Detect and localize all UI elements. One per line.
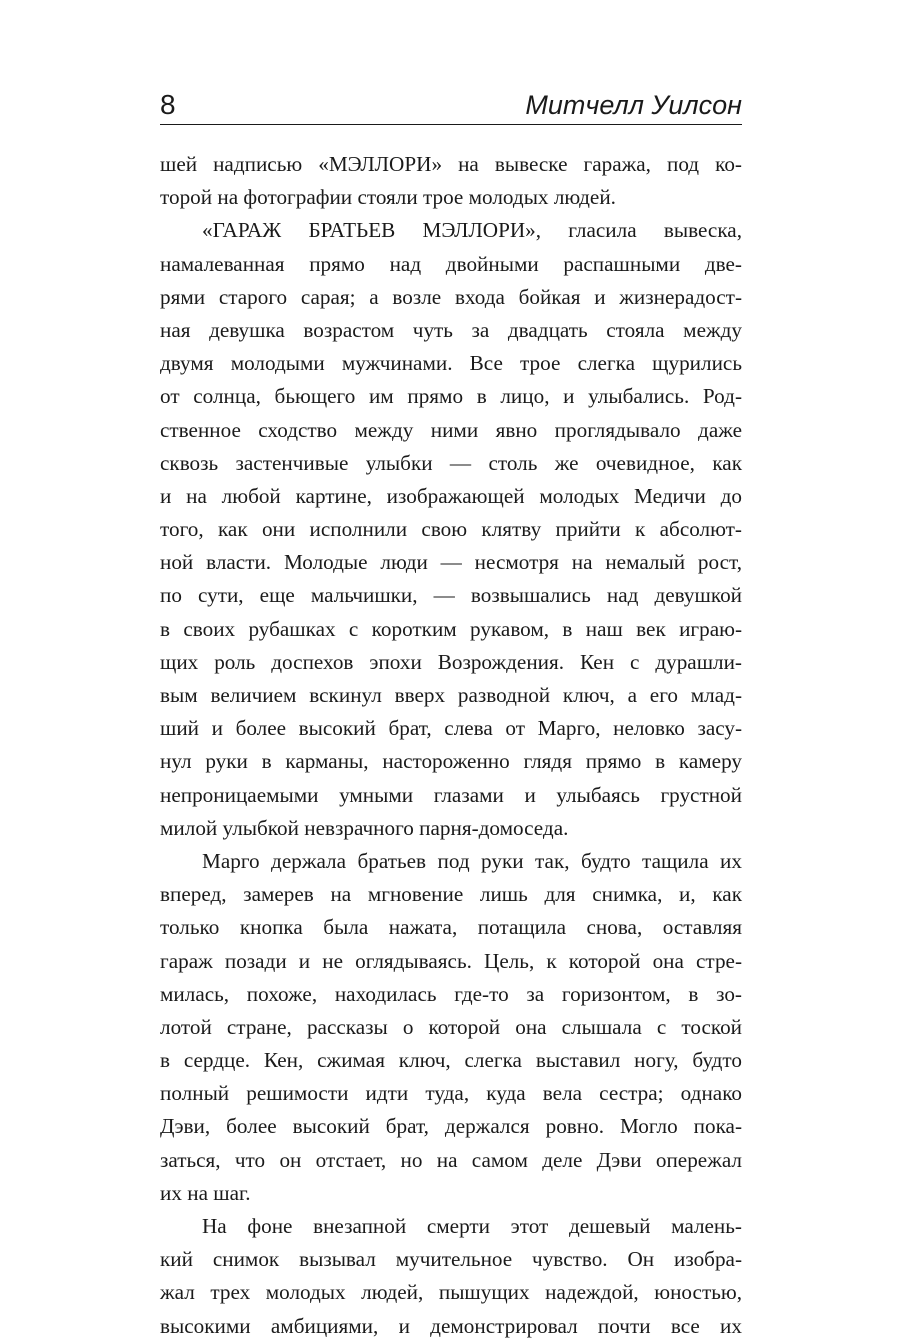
text-line: намалеванная прямо над двойными распашными две- (160, 251, 742, 276)
paragraph (160, 1210, 742, 1343)
running-title: Митчелл Уилсон (525, 90, 742, 120)
text-line: кий снимок вызывал мучительное чувство. Он изобра- (160, 1247, 742, 1272)
text-line: двумя молодыми мужчинами. Все трое слегка щурились (160, 351, 742, 376)
running-head (160, 84, 742, 124)
text-line: Марго держала братьев под руки так, будто тащила их (202, 848, 742, 873)
text-line: в сердце. Кен, сжимая ключ, слегка выставил ногу, будто (160, 1048, 742, 1073)
text-line: и на любой картине, изображающей молодых Медичи до (160, 483, 742, 508)
text-line: ной власти. Молодые люди — несмотря на немалый рост, (160, 550, 742, 575)
text-line: полный решимости идти туда, куда вела сестра; однако (160, 1081, 742, 1106)
body-text (160, 148, 742, 1343)
text-line: гараж позади и не оглядываясь. Цель, к которой она стре- (160, 948, 742, 973)
text-line: ная девушка возрастом чуть за двадцать стояла между (160, 317, 742, 342)
paragraph (160, 148, 742, 214)
text-line: «ГАРАЖ БРАТЬЕВ МЭЛЛОРИ», гласила вывеска, (202, 218, 742, 243)
text-line: торой на фотографии стояли трое молодых людей. (160, 185, 616, 210)
text-line: милой улыбкой невзрачного парня-домоседа. (160, 815, 569, 840)
text-line: Дэви, более высокий брат, держался ровно. Могло пока- (160, 1114, 742, 1139)
text-line: сквозь застенчивые улыбки — столь же очевидное, как (160, 450, 742, 475)
paragraph (160, 845, 742, 1210)
text-line: щих роль доспехов эпохи Возрождения. Кен с дурашли- (160, 649, 742, 674)
text-line: того, как они исполнили свою клятву прийти к абсолют- (160, 517, 742, 542)
text-line: шей надписью «МЭЛЛОРИ» на вывеске гаража, под ко- (160, 152, 742, 176)
text-line: вым величием вскинул вверх разводной ключ, а его млад- (160, 683, 742, 707)
text-line: На фоне внезапной смерти этот дешевый малень- (202, 1214, 742, 1238)
text-line: милась, похоже, находилась где-то за горизонтом, в зо- (160, 981, 742, 1006)
text-line: ственное сходство между ними явно проглядывало даже (160, 417, 742, 442)
text-line: вперед, замерев на мгновение лишь для снимка, и, как (160, 882, 742, 907)
text-line: ший и более высокий брат, слева от Марго, неловко засу- (160, 716, 742, 741)
text-line: рями старого сарая; а возле входа бойкая и жизнерадост- (160, 284, 742, 309)
page-number: 8 (160, 89, 176, 120)
text-line: высокими амбициями, и демонстрировал почти все их (160, 1313, 742, 1338)
text-line: только кнопка была нажата, потащила снова, оставляя (160, 915, 742, 940)
text-line: лотой стране, рассказы о которой она слышала с тоской (160, 1014, 742, 1039)
text-line: их на шаг. (160, 1180, 251, 1205)
paragraph (160, 214, 742, 845)
text-line: от солнца, бьющего им прямо в лицо, и улыбались. Род- (160, 384, 742, 409)
text-line: по сути, еще мальчишки, — возвышались над девушкой (160, 583, 742, 608)
text-line: нул руки в карманы, настороженно глядя прямо в камеру (160, 749, 742, 774)
text-line: в своих рубашках с коротким рукавом, в наш век играю- (160, 616, 742, 641)
text-line: непроницаемыми умными глазами и улыбаясь грустной (160, 782, 742, 807)
header-rule (160, 124, 742, 125)
text-line: жал трех молодых людей, пышущих надеждой, юностью, (160, 1280, 742, 1305)
text-line: заться, что он отстает, но на самом деле Дэви опережал (160, 1147, 742, 1172)
